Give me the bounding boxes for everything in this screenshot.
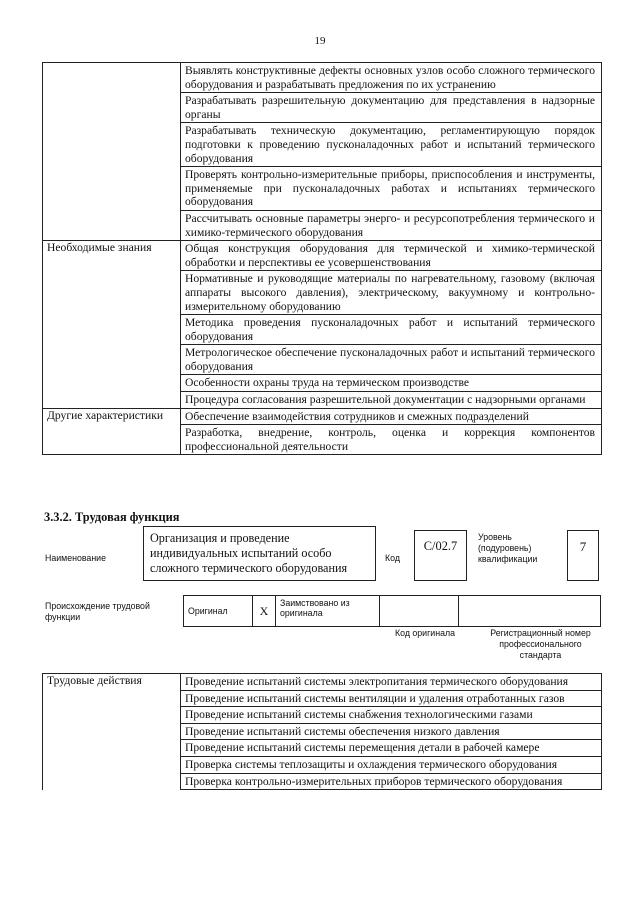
- other-item: Разработка, внедрение, контроль, оценка и коррекция компонентов профессиональной деятельности: [181, 425, 602, 455]
- skill-item: Рассчитывать основные параметры энерго- и ресурсопотребления термического и химико-термического оборудования: [181, 210, 602, 240]
- action-item: Проведение испытаний системы перемещения детали в рабочей камере: [181, 740, 602, 757]
- knowledge-item: Особенности охраны труда на термическом производстве: [181, 375, 602, 392]
- category-other: Другие характеристики: [43, 408, 181, 455]
- table-row: [43, 674, 602, 691]
- skill-item: Разрабатывать разрешительную документацию для представления в надзорные органы: [181, 93, 602, 123]
- action-item: Проведение испытаний системы обеспечения низкого давления: [181, 723, 602, 740]
- table-row: [43, 408, 602, 425]
- knowledge-item: Метрологическое обеспечение пусконаладочных работ и испытаний термического оборудования: [181, 345, 602, 375]
- origin-table: [183, 595, 601, 627]
- skill-item: Разрабатывать техническую документацию, регламентирующую порядок подготовки к проведению пусконаладочных работ и испытаний термического оборудования: [181, 123, 602, 167]
- other-item: Обеспечение взаимодействия сотрудников и смежных подразделений: [181, 408, 602, 425]
- skill-item: Выявлять конструктивные дефекты основных узлов особо сложного термического оборудования и разрабатывать предложения по их устранению: [181, 63, 602, 93]
- action-item: Проверка контрольно-измерительных приборов термического оборудования: [181, 773, 602, 790]
- labor-actions-table: [42, 673, 602, 790]
- name-label: Наименование: [45, 553, 106, 563]
- skill-item: Проверять контрольно-измерительные приборы, приспособления и инструменты, применяемые при пусконаладочных работах и испытаниях термического оборудования: [181, 167, 602, 211]
- knowledge-item: Процедура согласования разрешительной документации с надзорными органами: [181, 392, 602, 409]
- action-item: Проведение испытаний системы электропитания термического оборудования: [181, 674, 602, 691]
- knowledge-item: Общая конструкция оборудования для термической и химико-термической обработки и перспективы ее усовершенствования: [181, 241, 602, 271]
- code-original-cell: [380, 596, 459, 627]
- reg-number-label: Регистрационный номер профессионального стандарта: [490, 628, 591, 660]
- function-level-value: 7: [567, 530, 599, 581]
- category-cell: [43, 63, 181, 241]
- category-labor-actions: Трудовые действия: [43, 674, 181, 790]
- level-label: Уровень (подуровень) квалификации: [478, 532, 538, 564]
- code-original-label: Код оригинала: [395, 628, 455, 638]
- function-code-value: С/02.7: [414, 530, 467, 581]
- knowledge-item: Нормативные и руководящие материалы по нагревательному, газовому (включая аппараты высокого давления), электрическому, вакуумному и контрольно-измерительному оборудованию: [181, 271, 602, 315]
- table-row: [43, 63, 602, 93]
- original-mark: X: [253, 596, 276, 627]
- origin-label: Происхождение трудовой функции: [45, 601, 150, 622]
- original-label: Оригинал: [184, 596, 253, 627]
- code-label: Код: [385, 553, 400, 563]
- reg-number-cell: [459, 596, 601, 627]
- action-item: Проверка системы теплозащиты и охлаждения термического оборудования: [181, 756, 602, 773]
- action-item: Проведение испытаний системы вентиляции и удаления отработанных газов: [181, 690, 602, 707]
- function-name-value: Организация и проведение индивидуальных испытаний особо сложного термического оборудования: [143, 526, 376, 581]
- knowledge-item: Методика проведения пусконаладочных работ и испытаний термического оборудования: [181, 315, 602, 345]
- table-row: [43, 241, 602, 271]
- category-knowledge: Необходимые знания: [43, 241, 181, 409]
- action-item: Проведение испытаний системы снабжения технологическими газами: [181, 707, 602, 724]
- borrowed-label: Заимствовано из оригинала: [276, 596, 380, 627]
- competency-table: [42, 62, 602, 455]
- section-heading: 3.3.2. Трудовая функция: [44, 510, 180, 524]
- page-number: 19: [314, 35, 326, 47]
